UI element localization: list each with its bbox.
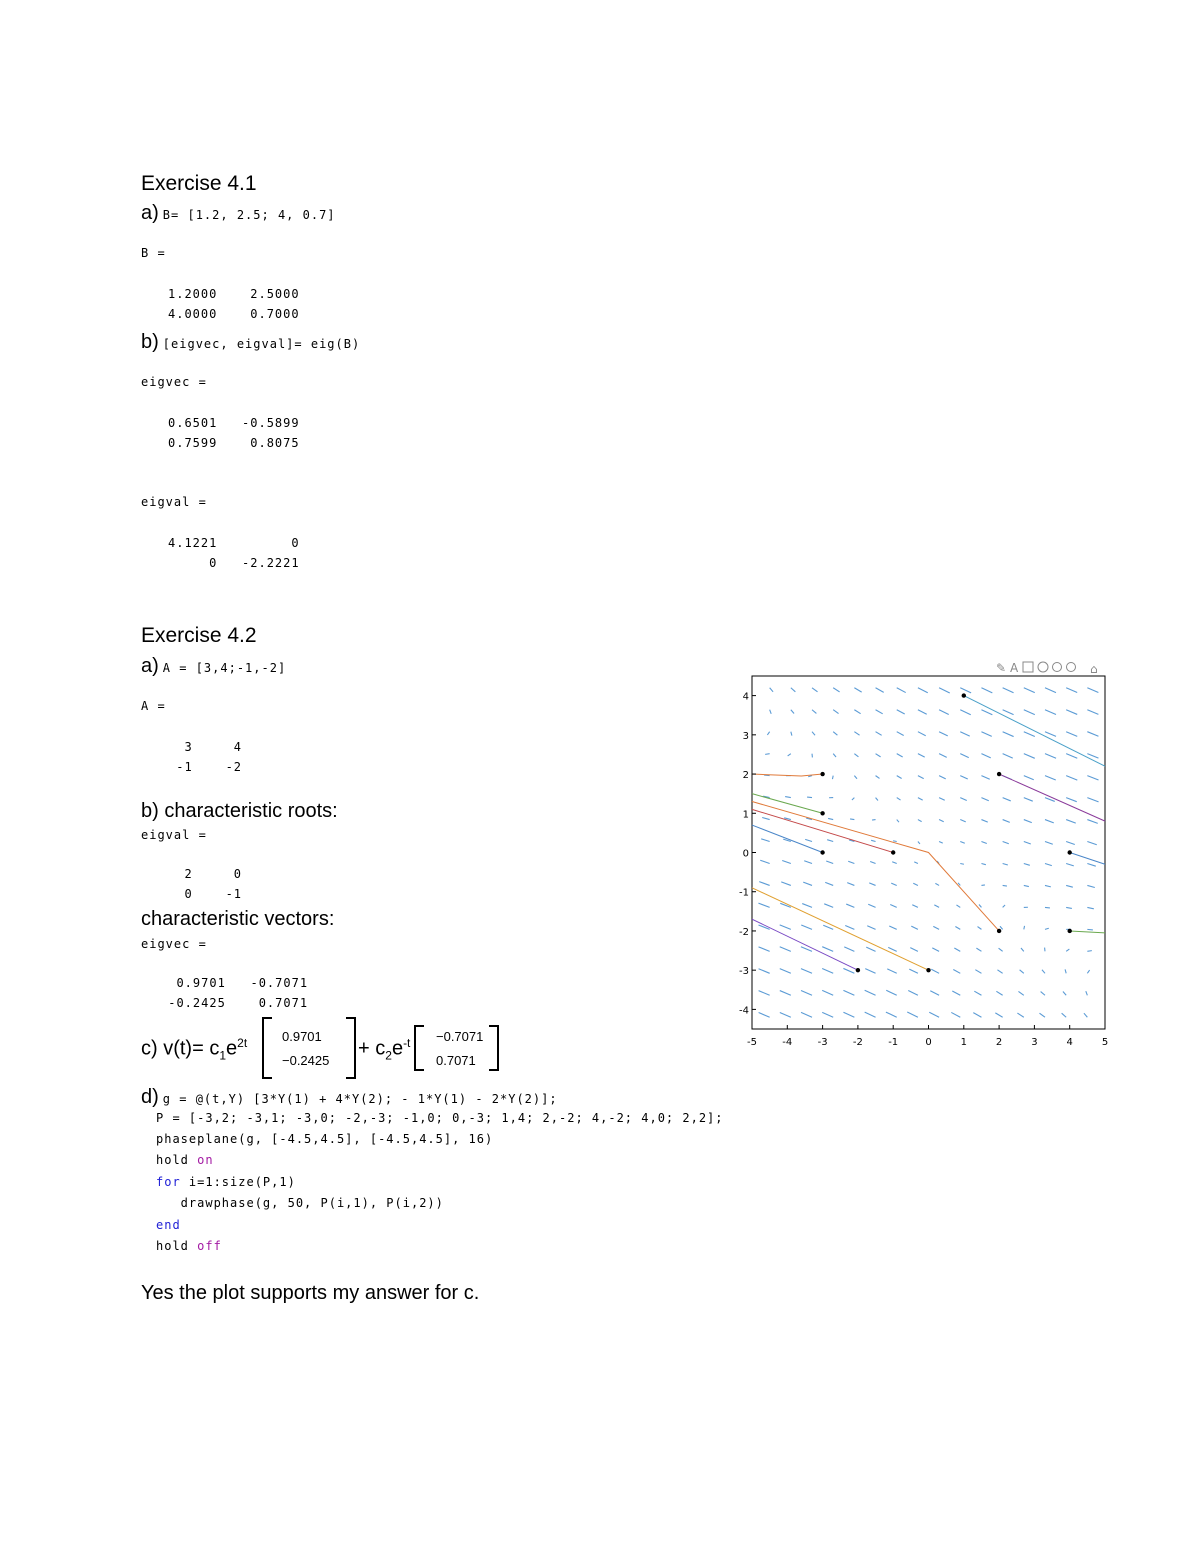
y-tick-label: 3 <box>742 730 749 742</box>
ex41-b-label: b) <box>141 331 159 353</box>
ex42-a-var: A = <box>141 699 166 713</box>
phase-plane-svg <box>738 658 1110 1048</box>
y-tick-label: -4 <box>739 1005 749 1017</box>
ex42-part-a <box>141 655 286 678</box>
phase-plane-plot <box>738 658 1110 1048</box>
ex41-a-label: a) <box>141 202 159 224</box>
ex42-vectors-title: characteristic vectors: <box>141 908 335 930</box>
y-tick-label: 1 <box>742 809 749 821</box>
d-code-line-4 <box>156 1153 214 1167</box>
ex42-d-label: d) <box>141 1086 159 1108</box>
x-tick-label: 1 <box>960 1037 967 1048</box>
y-tick-label: -3 <box>739 966 749 978</box>
x-tick-label: 3 <box>1031 1037 1038 1048</box>
field-arrow <box>807 797 812 798</box>
field-arrow <box>872 820 875 821</box>
c-exp-1: 2t <box>237 1036 248 1050</box>
start-point-marker <box>1068 850 1072 854</box>
plot-toolbar[interactable] <box>996 661 1098 676</box>
ex41-part-b <box>141 331 360 354</box>
x-tick-label: -5 <box>747 1037 757 1048</box>
x-tick-label: 2 <box>995 1037 1003 1048</box>
c-exp-2: -t <box>403 1036 411 1050</box>
x-tick-label: -4 <box>782 1037 793 1048</box>
d-for-range: i=1:size(P,1) <box>180 1175 296 1189</box>
zoom-in-icon[interactable] <box>1053 663 1062 672</box>
y-tick-label: 2 <box>742 770 749 782</box>
start-point-marker <box>820 811 824 815</box>
vector-2-left-bracket <box>414 1025 424 1071</box>
x-tick-label: 0 <box>925 1037 932 1048</box>
vector-1-top: 0.9701 <box>282 1029 322 1044</box>
c-sub-1: 1 <box>219 1048 227 1063</box>
vector-1-bottom: −0.2425 <box>282 1053 330 1068</box>
start-point-marker <box>820 772 824 776</box>
start-point-marker <box>962 693 966 697</box>
edit-plot-icon[interactable]: ✎ <box>996 661 1007 675</box>
d-hold-2: hold <box>156 1239 198 1253</box>
field-arrow <box>960 863 964 864</box>
ex42-roots-title: b) characteristic roots: <box>141 800 338 822</box>
ex41-eigval-row-2: 0 -2.2221 <box>168 556 300 570</box>
field-arrow <box>850 819 854 820</box>
ex42-c-second-term <box>358 1036 410 1063</box>
c-e-2: e <box>391 1037 404 1060</box>
field-arrow <box>1087 951 1092 952</box>
ex41-eigval-var: eigval = <box>141 495 207 509</box>
ex42-a-label: a) <box>141 655 159 677</box>
ex42-eigval-var: eigval = <box>141 828 207 842</box>
ex42-eigval-row-1: 2 0 <box>168 867 243 881</box>
start-point-marker <box>926 968 930 972</box>
ex42-a-row-2: -1 -2 <box>168 760 243 774</box>
ex41-eigval-row-1: 4.1221 0 <box>168 536 300 550</box>
ex41-b-var: B = <box>141 246 166 260</box>
c-plus: + c <box>358 1037 386 1060</box>
ex41-eigvec-row-1: 0.6501 -0.5899 <box>168 416 300 430</box>
d-code-line-1: g = @(t,Y) [3*Y(1) + 4*Y(2); - 1*Y(1) - 2*Y(2)]; <box>162 1092 558 1106</box>
field-arrow <box>981 885 984 886</box>
ex42-a-code: A = [3,4;-1,-2] <box>162 661 287 675</box>
d-off-keyword: off <box>197 1239 222 1253</box>
d-code-line-6: drawphase(g, 50, P(i,1), P(i,2)) <box>156 1196 444 1210</box>
vector-2-right-bracket <box>489 1025 499 1071</box>
start-point-marker <box>856 968 860 972</box>
field-arrow <box>893 841 897 842</box>
ex41-b-row-1: 1.2000 2.5000 <box>168 287 300 301</box>
ex41-eigvec-row-2: 0.7599 0.8075 <box>168 436 300 450</box>
field-arrow <box>832 776 833 779</box>
y-tick-label: 4 <box>742 691 749 703</box>
vector-1-left-bracket <box>262 1017 272 1079</box>
start-point-marker <box>997 929 1001 933</box>
insert-text-icon[interactable]: A <box>1010 661 1019 675</box>
x-tick-label: -1 <box>888 1037 899 1048</box>
x-tick-label: -2 <box>852 1037 863 1048</box>
start-point-marker <box>891 850 895 854</box>
ex41-b-row-2: 4.0000 0.7000 <box>168 307 300 321</box>
d-code-line-5 <box>156 1175 296 1189</box>
x-tick-label: 5 <box>1101 1037 1109 1048</box>
ex41-eigvec-var: eigvec = <box>141 375 207 389</box>
c-e-1: e <box>226 1037 238 1060</box>
ex42-a-row-1: 3 4 <box>168 740 243 754</box>
d-on-keyword: on <box>197 1153 214 1167</box>
y-tick-label: 0 <box>742 848 749 860</box>
start-point-marker <box>1068 929 1072 933</box>
pan-icon[interactable] <box>1038 662 1048 672</box>
field-arrow <box>1024 926 1025 929</box>
field-arrow <box>765 754 770 755</box>
ex42-c-equation <box>141 1036 247 1063</box>
d-code-line-3: phaseplane(g, [-4.5,4.5], [-4.5,4.5], 16) <box>156 1132 494 1146</box>
field-arrow <box>1003 885 1007 886</box>
field-arrow <box>1045 907 1050 908</box>
zoom-out-icon[interactable] <box>1067 663 1076 672</box>
d-for-keyword: for <box>156 1175 181 1189</box>
data-cursor-icon[interactable] <box>1023 662 1033 672</box>
start-point-marker <box>997 772 1001 776</box>
home-icon[interactable]: ⌂ <box>1090 662 1098 676</box>
y-tick-label: -1 <box>739 887 749 899</box>
vector-2-bottom: 0.7071 <box>436 1053 476 1068</box>
vector-2-top: −0.7071 <box>436 1029 484 1044</box>
vector-1-right-bracket <box>346 1017 356 1079</box>
ex41-b-code: [eigvec, eigval]= eig(B) <box>162 337 361 351</box>
exercise-4-1-title: Exercise 4.1 <box>141 172 257 195</box>
conclusion-text: Yes the plot supports my answer for c. <box>141 1282 480 1304</box>
d-code-line-8 <box>156 1239 222 1253</box>
ex42-eigvec-row-2: -0.2425 0.7071 <box>160 996 309 1010</box>
start-point-marker <box>820 850 824 854</box>
d-end-keyword: end <box>156 1218 181 1232</box>
d-hold: hold <box>156 1153 198 1167</box>
d-code-line-2: P = [-3,2; -3,1; -3,0; -2,-3; -1,0; 0,-3; 1,4; 2,-2; 4,-2; 4,0; 2,2]; <box>156 1111 724 1125</box>
ex41-a-code: B= [1.2, 2.5; 4, 0.7] <box>162 208 336 222</box>
exercise-4-2-title: Exercise 4.2 <box>141 624 257 647</box>
field-arrow <box>1087 929 1093 930</box>
c-sub-2: 2 <box>385 1048 392 1063</box>
ex41-part-a <box>141 202 336 225</box>
ex42-eigval-row-2: 0 -1 <box>168 887 243 901</box>
ex42-eigvec-row-1: 0.9701 -0.7071 <box>160 976 309 990</box>
y-tick-label: -2 <box>739 926 749 938</box>
ex42-eigvec-var: eigvec = <box>141 937 207 951</box>
ex42-part-d <box>141 1086 558 1109</box>
x-tick-label: -3 <box>817 1037 828 1048</box>
c-prefix: c) v(t)= c <box>141 1037 220 1060</box>
x-tick-label: 4 <box>1066 1037 1073 1048</box>
